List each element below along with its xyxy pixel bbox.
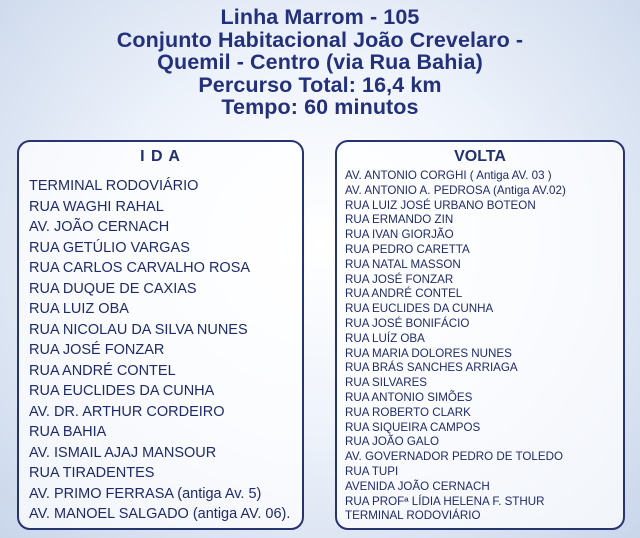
ida-street-item: RUA DUQUE DE CAXIAS — [29, 280, 197, 297]
volta-street-item: RUA EUCLIDES DA CUNHA — [345, 302, 494, 316]
ida-street-item: RUA GETÚLIO VARGAS — [29, 239, 190, 256]
route-name: Linha Marrom - 105 — [220, 5, 420, 29]
volta-street-item: RUA IVAN GIORJÃO — [345, 228, 454, 242]
route-distance: Percurso Total: 16,4 km — [198, 72, 442, 97]
volta-street-item: RUA LUIZ JOSÉ URBANO BOTEON — [345, 198, 536, 212]
ida-panel — [17, 140, 304, 530]
route-duration: Tempo: 60 minutos — [221, 95, 419, 119]
ida-title: I D A — [140, 148, 181, 165]
route-description-line2: Quemil - Centro (via Rua Bahia) — [157, 50, 483, 74]
ida-street-item: RUA EUCLIDES DA CUNHA — [29, 383, 215, 399]
volta-street-item: RUA JOSÉ FONZAR — [345, 272, 454, 286]
ida-street-item: RUA CARLOS CARVALHO ROSA — [29, 260, 251, 276]
volta-street-item: AV. ANTONIO CORGHI ( Antiga AV. 03 ) — [345, 169, 552, 182]
ida-street-item: AV. DR. ARTHUR CORDEIRO — [29, 403, 225, 420]
volta-street-item: RUA NATAL MASSON — [345, 257, 461, 271]
volta-street-item: RUA BRÁS SANCHES ARRIAGA — [345, 361, 518, 375]
ida-street-item: AV. PRIMO FERRASA (antiga Av. 5) — [29, 485, 262, 502]
ida-street-item: RUA ANDRÉ CONTEL — [29, 362, 176, 379]
volta-street-list — [345, 169, 566, 524]
volta-street-item: RUA LUÍZ OBA — [345, 331, 425, 345]
ida-street-item: RUA BAHIA — [29, 424, 107, 440]
volta-panel — [335, 140, 625, 530]
ida-street-item: RUA WAGHI RAHAL — [29, 198, 164, 215]
volta-street-item: RUA MARIA DOLORES NUNES — [345, 346, 512, 360]
volta-street-item: RUA PROFª LÍDIA HELENA F. STHUR — [345, 494, 545, 508]
volta-street-item: RUA ANTONIO SIMÕES — [345, 390, 473, 404]
ida-street-item: AV. ISMAIL AJAJ MANSOUR — [29, 444, 217, 461]
ida-street-item: RUA TIRADENTES — [29, 465, 155, 481]
volta-street-item: AV. GOVERNADOR PEDRO DE TOLEDO — [345, 450, 563, 464]
volta-street-item: RUA ERMANDO ZIN — [345, 213, 454, 227]
volta-street-item: RUA SIQUEIRA CAMPOS — [345, 420, 481, 434]
volta-title: VOLTA — [454, 148, 506, 165]
volta-street-item: TERMINAL RODOVIÁRIO — [345, 509, 481, 523]
volta-street-item: RUA JOSÉ BONIFÁCIO — [345, 316, 470, 330]
volta-street-item: RUA JOÃO GALO — [345, 435, 440, 449]
ida-street-item: RUA LUIZ OBA — [29, 301, 129, 317]
volta-street-item: RUA ANDRÉ CONTEL — [345, 287, 463, 301]
route-header — [0, 6, 640, 119]
volta-street-item: AV. ANTONIO A. PEDROSA (Antiga AV.02) — [345, 183, 566, 197]
volta-street-item: RUA SILVARES — [345, 376, 428, 390]
ida-street-item: AV. MANOEL SALGADO (antiga AV. 06). — [29, 506, 291, 522]
volta-street-item: AVENIDA JOÃO CERNACH — [345, 479, 490, 493]
route-description-line1: Conjunto Habitacional João Crevelaro - — [116, 27, 524, 52]
ida-street-list — [29, 176, 290, 525]
ida-street-item: AV. JOÃO CERNACH — [29, 219, 170, 235]
ida-street-item: RUA NICOLAU DA SILVA NUNES — [29, 321, 248, 338]
volta-street-item: RUA PEDRO CARETTA — [345, 242, 470, 256]
ida-street-item: TERMINAL RODOVIÁRIO — [29, 178, 199, 194]
ida-street-item: RUA JOSÉ FONZAR — [29, 342, 165, 358]
volta-street-item: RUA ROBERTO CLARK — [345, 405, 471, 419]
volta-street-item: RUA TUPI — [345, 464, 399, 478]
